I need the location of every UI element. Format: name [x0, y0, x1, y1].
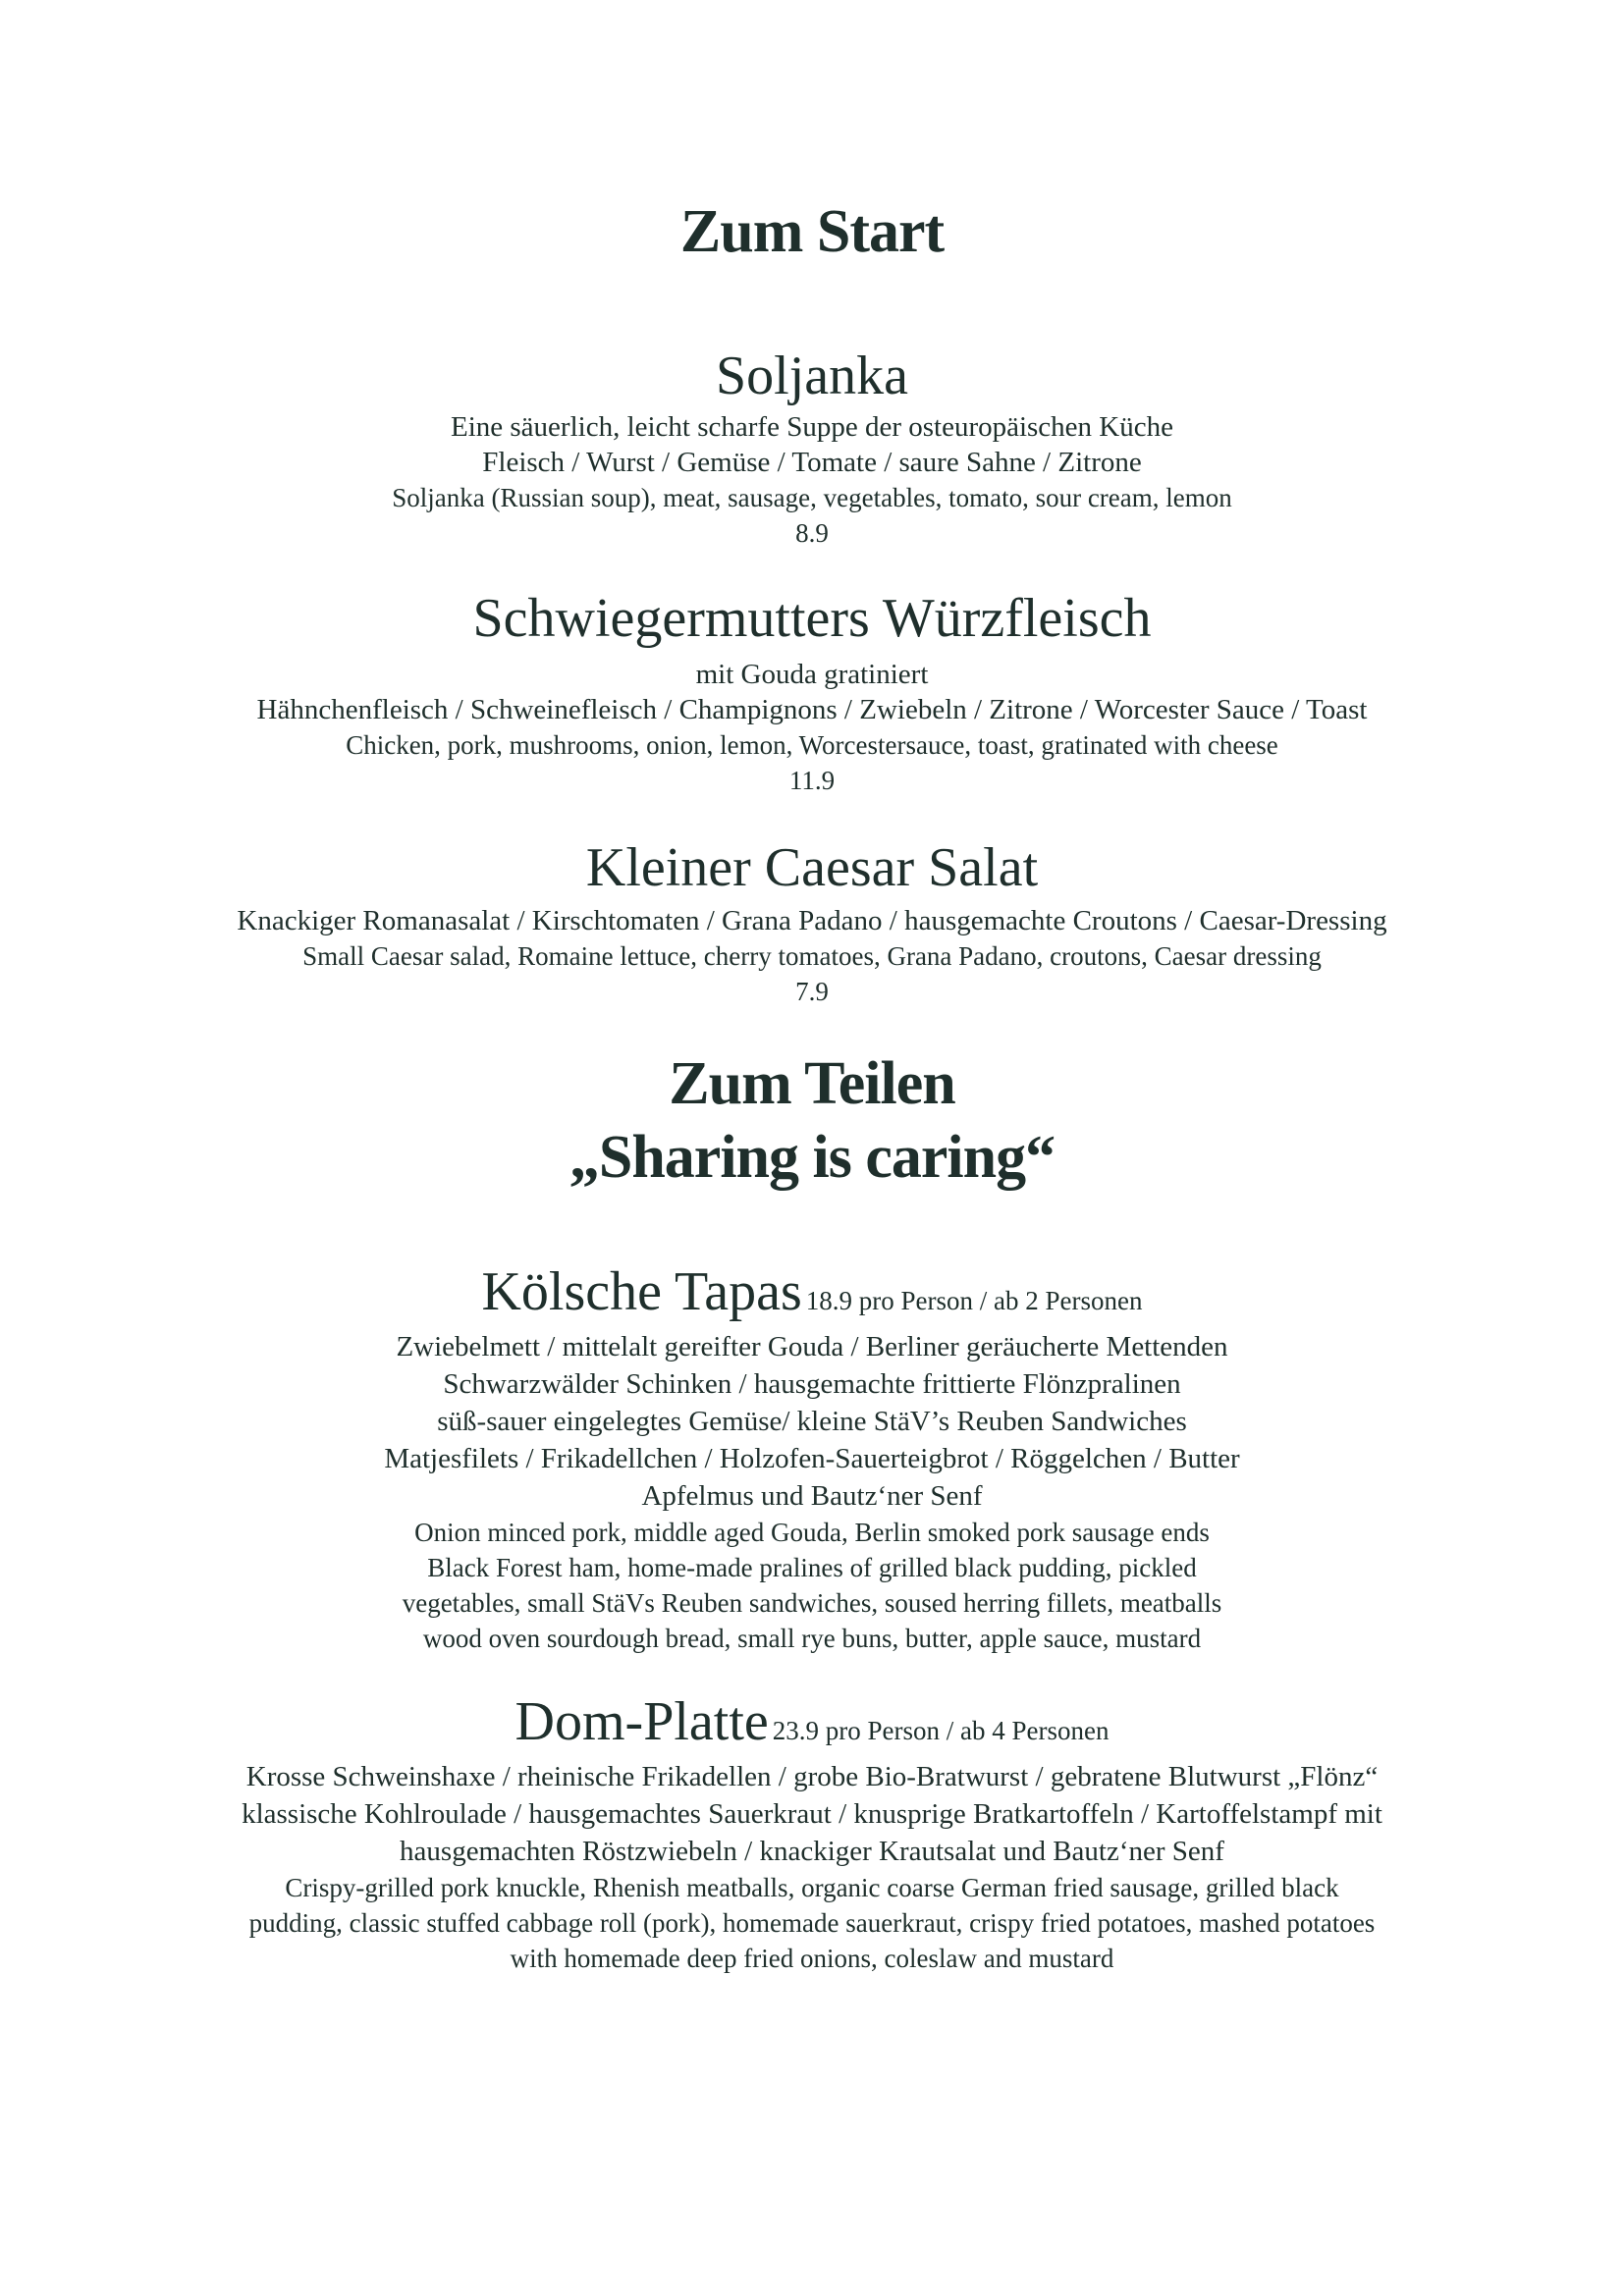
dish-description-en: Small Caesar salad, Romaine lettuce, cherry tomatoes, Grana Padano, croutons, Caesar dressing	[302, 941, 1322, 971]
dish-price: 11.9	[788, 766, 836, 795]
section-subtitle-sharing: „Sharing is caring“	[568, 1124, 1056, 1191]
dish-name-wuerzfleisch: Schwiegermutters Würzfleisch	[472, 588, 1152, 649]
dish-price: 23.9 pro Person / ab 4 Personen	[772, 1716, 1110, 1745]
dish-description-de: Eine säuerlich, leicht scharfe Suppe der osteuropäischen Küche	[451, 411, 1173, 443]
section-title-zum-start: Zum Start	[679, 198, 945, 265]
dish-name-dom-platte: Dom-Platte	[514, 1691, 769, 1752]
dish-description-de: Krosse Schweinshaxe / rheinische Frikadellen / grobe Bio-Bratwurst / gebratene Blutwurst „Flönz“	[245, 1761, 1379, 1792]
dish-description-de: klassische Kohlroulade / hausgemachtes Sauerkraut / knusprige Bratkartoffeln / Kartoffelstampf mit	[242, 1798, 1382, 1830]
dish-name-soljanka: Soljanka	[716, 346, 908, 406]
dish-description-de: Schwarzwälder Schinken / hausgemachte frittierte Flönzpralinen	[443, 1368, 1181, 1400]
dish-description-en: with homemade deep fried onions, coleslaw and mustard	[510, 1944, 1114, 1973]
dish-name-caesar-salat: Kleiner Caesar Salat	[585, 837, 1039, 898]
section-title-zum-teilen: Zum Teilen	[669, 1050, 955, 1117]
dish-description-en: Soljanka (Russian soup), meat, sausage, vegetables, tomato, sour cream, lemon	[392, 483, 1232, 512]
dish-price: 7.9	[795, 977, 829, 1006]
dish-description-de: mit Gouda gratiniert	[695, 659, 929, 690]
dish-description-en: Crispy-grilled pork knuckle, Rhenish meatballs, organic coarse German fried sausage, grilled black	[285, 1873, 1339, 1902]
dish-name-koelsche-tapas: Kölsche Tapas	[481, 1261, 802, 1322]
dish-description-de: Apfelmus und Bautz‘ner Senf	[641, 1480, 983, 1512]
dish-header-dom-platte	[0, 1691, 1624, 1752]
dish-header-koelsche-tapas	[0, 1261, 1624, 1322]
dish-description-de: süß-sauer eingelegtes Gemüse/ kleine StäV’s Reuben Sandwiches	[437, 1406, 1187, 1437]
dish-description-de: Fleisch / Wurst / Gemüse / Tomate / saure Sahne / Zitrone	[482, 447, 1142, 478]
dish-description-en: Black Forest ham, home-made pralines of grilled black pudding, pickled	[427, 1553, 1197, 1582]
dish-description-en: Onion minced pork, middle aged Gouda, Berlin smoked pork sausage ends	[414, 1518, 1210, 1547]
dish-price: 18.9 pro Person / ab 2 Personen	[805, 1286, 1143, 1315]
dish-description-en: Chicken, pork, mushrooms, onion, lemon, Worcestersauce, toast, gratinated with cheese	[346, 730, 1278, 760]
dish-description-en: wood oven sourdough bread, small rye buns, butter, apple sauce, mustard	[422, 1624, 1202, 1653]
dish-description-en: pudding, classic stuffed cabbage roll (pork), homemade sauerkraut, crispy fried potatoes, mashed potatoes	[248, 1908, 1376, 1938]
dish-description-en: vegetables, small StäVs Reuben sandwiches, soused herring fillets, meatballs	[402, 1588, 1222, 1618]
dish-description-de: Hähnchenfleisch / Schweinefleisch / Champignons / Zwiebeln / Zitrone / Worcester Sauce / Toast	[256, 694, 1368, 725]
dish-description-de: hausgemachten Röstzwiebeln / knackiger Krautsalat und Bautz‘ner Senf	[400, 1836, 1224, 1867]
dish-description-de: Zwiebelmett / mittelalt gereifter Gouda / Berliner geräucherte Mettenden	[396, 1331, 1228, 1362]
dish-description-de: Matjesfilets / Frikadellchen / Holzofen-Sauerteigbrot / Röggelchen / Butter	[384, 1443, 1240, 1474]
dish-price: 8.9	[795, 518, 829, 548]
dish-description-de: Knackiger Romanasalat / Kirschtomaten / Grana Padano / hausgemachte Croutons / Caesar-Dressing	[237, 905, 1387, 936]
